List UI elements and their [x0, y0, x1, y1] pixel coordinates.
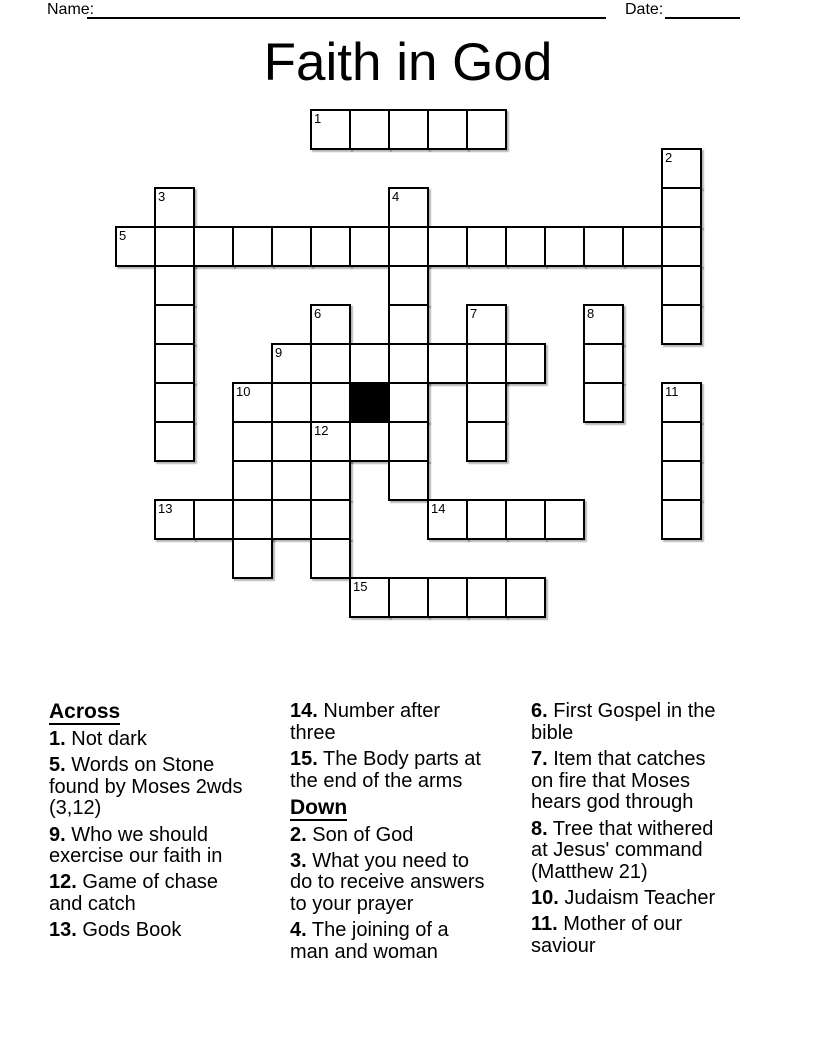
grid-cell[interactable] — [310, 460, 351, 501]
grid-cell[interactable] — [154, 499, 195, 540]
clue-item-7: 7. Item that catches on fire that Moses hears god through — [531, 747, 706, 814]
grid-cell[interactable] — [388, 421, 429, 462]
grid-cell[interactable] — [310, 343, 351, 384]
grid-cell[interactable] — [505, 577, 546, 618]
grid-cell[interactable] — [427, 226, 468, 267]
grid-cell[interactable] — [583, 382, 624, 423]
grid-cell[interactable] — [388, 460, 429, 501]
grid-cell[interactable] — [505, 499, 546, 540]
grid-cell[interactable] — [622, 226, 663, 267]
name-label: Name: — [47, 1, 95, 18]
grid-cell[interactable] — [271, 226, 312, 267]
grid-cell[interactable] — [115, 226, 156, 267]
clue-item-2: 2. Son of God — [290, 823, 414, 846]
grid-cell[interactable] — [154, 421, 195, 462]
cell-number: 11 — [665, 384, 679, 399]
grid-cell[interactable] — [427, 499, 468, 540]
page-title: Faith in God — [263, 33, 553, 92]
grid-cell[interactable] — [349, 577, 390, 618]
clue-column-2 — [290, 701, 525, 968]
grid-cell[interactable] — [154, 343, 195, 384]
cell-number: 15 — [353, 579, 368, 594]
down-heading: Down — [290, 795, 348, 819]
grid-cell[interactable] — [583, 226, 624, 267]
cell-number: 2 — [665, 150, 673, 165]
clue-column-3 — [531, 701, 761, 962]
date-input-line[interactable] — [665, 3, 740, 19]
grid-cell[interactable] — [466, 343, 507, 384]
grid-cell[interactable] — [661, 226, 702, 267]
clue-item-3: 3. What you need to do to receive answers to your prayer — [290, 849, 485, 916]
clue-item-15: 15. The Body parts at the end of the arms — [290, 747, 481, 792]
grid-cell[interactable] — [466, 226, 507, 267]
clue-column-1 — [49, 701, 284, 947]
grid-cell[interactable] — [427, 577, 468, 618]
grid-cell[interactable] — [310, 499, 351, 540]
grid-cell[interactable] — [388, 187, 429, 228]
grid-cell[interactable] — [232, 460, 273, 501]
cell-number: 14 — [431, 501, 446, 516]
clue-item-5: 5. Words on Stone found by Moses 2wds (3,12) — [49, 753, 243, 820]
grid-cell[interactable] — [232, 538, 273, 579]
grid-cell[interactable] — [154, 304, 195, 345]
cell-number: 3 — [158, 189, 166, 204]
grid-cell[interactable] — [466, 421, 507, 462]
grid-cell[interactable] — [232, 226, 273, 267]
across-heading: Across — [49, 700, 121, 723]
grid-cell[interactable] — [310, 226, 351, 267]
name-input-line[interactable] — [87, 3, 606, 19]
clue-item-9: 9. Who we should exercise our faith in — [49, 823, 223, 868]
grid-cell[interactable] — [271, 343, 312, 384]
grid-cell[interactable] — [154, 226, 195, 267]
clue-item-1: 1. Not dark — [49, 727, 147, 750]
grid-cell[interactable] — [466, 109, 507, 150]
grid-cell[interactable] — [310, 304, 351, 345]
grid-cell[interactable] — [466, 304, 507, 345]
grid-cell[interactable] — [661, 382, 702, 423]
grid-cell[interactable] — [661, 304, 702, 345]
date-label: Date: — [625, 1, 664, 18]
grid-cell[interactable] — [505, 343, 546, 384]
grid-cell[interactable] — [349, 421, 390, 462]
cell-number: 9 — [275, 345, 283, 360]
grid-cell[interactable] — [661, 265, 702, 306]
clue-item-6: 6. First Gospel in the bible — [531, 700, 716, 744]
grid-cell[interactable] — [505, 226, 546, 267]
grid-cell[interactable] — [310, 382, 351, 423]
grid-cell[interactable] — [193, 499, 234, 540]
grid-cell[interactable] — [271, 460, 312, 501]
cell-number: 8 — [587, 306, 595, 321]
cell-number: 7 — [470, 306, 478, 321]
clue-item-4: 4. The joining of a man and woman — [290, 919, 449, 964]
grid-cell[interactable] — [466, 577, 507, 618]
black-cell — [349, 382, 390, 423]
grid-cell[interactable] — [661, 499, 702, 540]
clue-item-14: 14. Number after three — [290, 700, 441, 744]
grid-cell[interactable] — [310, 109, 351, 150]
grid-cell[interactable] — [388, 304, 429, 345]
grid-cell[interactable] — [388, 577, 429, 618]
cell-number: 10 — [236, 384, 251, 399]
clue-item-12: 12. Game of chase and catch — [49, 871, 218, 916]
clue-item-8: 8. Tree that withered at Jesus' command (Matthew 21) — [531, 817, 714, 883]
grid-cell[interactable] — [466, 382, 507, 423]
grid-cell[interactable] — [154, 265, 195, 306]
cell-number: 12 — [314, 423, 329, 438]
grid-cell[interactable] — [271, 421, 312, 462]
grid-cell[interactable] — [193, 226, 234, 267]
grid-cell[interactable] — [388, 343, 429, 384]
grid-cell[interactable] — [310, 538, 351, 579]
grid-cell[interactable] — [271, 499, 312, 540]
grid-cell[interactable] — [310, 421, 351, 462]
cell-number: 13 — [158, 501, 173, 516]
grid-cell[interactable] — [661, 148, 702, 189]
clue-item-13: 13. Gods Book — [49, 919, 182, 942]
clue-item-11: 11. Mother of our saviour — [531, 913, 683, 958]
grid-cell[interactable] — [154, 382, 195, 423]
grid-cell[interactable] — [388, 109, 429, 150]
cell-number: 5 — [119, 228, 127, 243]
grid-cell[interactable] — [232, 421, 273, 462]
grid-cell[interactable] — [583, 343, 624, 384]
grid-cell[interactable] — [271, 382, 312, 423]
grid-cell[interactable] — [427, 343, 468, 384]
grid-cell[interactable] — [232, 499, 273, 540]
grid-cell[interactable] — [661, 187, 702, 228]
grid-cell[interactable] — [544, 226, 585, 267]
grid-cell[interactable] — [349, 226, 390, 267]
grid-cell[interactable] — [661, 460, 702, 501]
grid-cell[interactable] — [427, 109, 468, 150]
grid-cell[interactable] — [388, 265, 429, 306]
grid-cell[interactable] — [466, 499, 507, 540]
grid-cell[interactable] — [583, 304, 624, 345]
grid-cell[interactable] — [388, 382, 429, 423]
grid-cell[interactable] — [232, 382, 273, 423]
clue-item-10: 10. Judaism Teacher — [531, 887, 716, 910]
grid-cell[interactable] — [349, 343, 390, 384]
grid-cell[interactable] — [544, 499, 585, 540]
grid-cell[interactable] — [661, 421, 702, 462]
grid-cell[interactable] — [154, 187, 195, 228]
grid-cell[interactable] — [349, 109, 390, 150]
grid-cell[interactable] — [388, 226, 429, 267]
cell-number: 4 — [392, 189, 400, 204]
cell-number: 6 — [314, 306, 322, 321]
cell-number: 1 — [314, 111, 322, 126]
